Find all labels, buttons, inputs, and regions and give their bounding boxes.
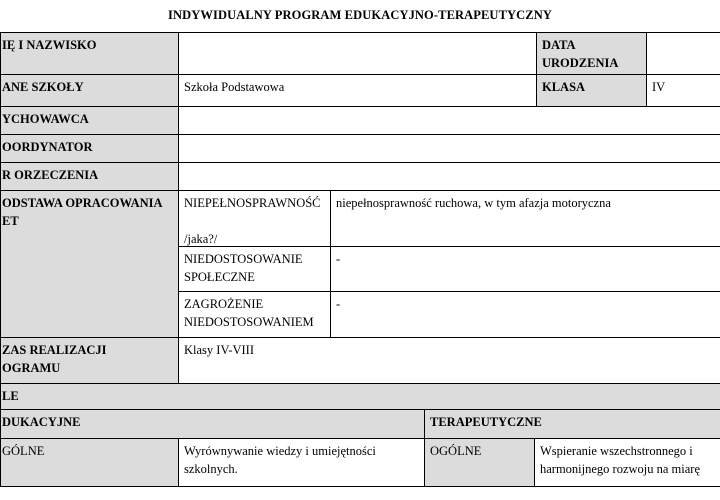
duration-value: Klasy IV-VIII bbox=[178, 337, 720, 383]
name-label: IĘ I NAZWISKO bbox=[0, 32, 178, 74]
educational-general-label: GÓLNE bbox=[0, 438, 178, 486]
social-maladjustment-label: NIEDOSTOSOWANIE SPOŁECZNE bbox=[178, 246, 330, 291]
goals-header: LE bbox=[0, 383, 720, 409]
name-value bbox=[178, 32, 536, 74]
date-of-birth-value bbox=[646, 32, 720, 74]
table-bottom-border bbox=[0, 486, 720, 487]
duration-label: ZAS REALIZACJI OGRAMU bbox=[0, 337, 178, 383]
teacher-value bbox=[178, 106, 720, 134]
date-of-birth-label: DATA URODZENIA bbox=[536, 32, 646, 74]
ruling-label: R ORZECZENIA bbox=[0, 162, 178, 190]
educational-goals-header: DUKACYJNE bbox=[0, 409, 424, 438]
class-label: KLASA bbox=[536, 74, 646, 106]
ruling-value bbox=[178, 162, 720, 190]
therapeutic-goals-header: TERAPEUTYCZNE bbox=[424, 409, 720, 438]
school-value: Szkoła Podstawowa bbox=[178, 74, 536, 106]
teacher-label: YCHOWAWCA bbox=[0, 106, 178, 134]
class-value: IV bbox=[646, 74, 720, 106]
school-label: ANE SZKOŁY bbox=[0, 74, 178, 106]
document-title: INDYWIDUALNY PROGRAM EDUKACYJNO-TERAPEUTYCZNY bbox=[168, 8, 552, 22]
coordinator-value bbox=[178, 134, 720, 162]
maladjustment-risk-value: - bbox=[330, 291, 720, 337]
disability-label: NIEPEŁNOSPRAWNOŚĆ /jaka?/ bbox=[178, 190, 330, 246]
therapeutic-general-value: Wspieranie wszechstronnego i harmonijnego rozwoju na miarę bbox=[534, 438, 720, 486]
coordinator-label: OORDYNATOR bbox=[0, 134, 178, 162]
disability-value: niepełnosprawność ruchowa, w tym afazja motoryczna bbox=[330, 190, 720, 246]
maladjustment-risk-label: ZAGROŻENIE NIEDOSTOSOWANIEM bbox=[178, 291, 330, 337]
therapeutic-general-label: OGÓLNE bbox=[424, 438, 534, 486]
social-maladjustment-value: - bbox=[330, 246, 720, 291]
basis-label: ODSTAWA OPRACOWANIA ET bbox=[0, 190, 178, 337]
educational-general-value: Wyrównywanie wiedzy i umiejętności szkolnych. bbox=[178, 438, 424, 486]
